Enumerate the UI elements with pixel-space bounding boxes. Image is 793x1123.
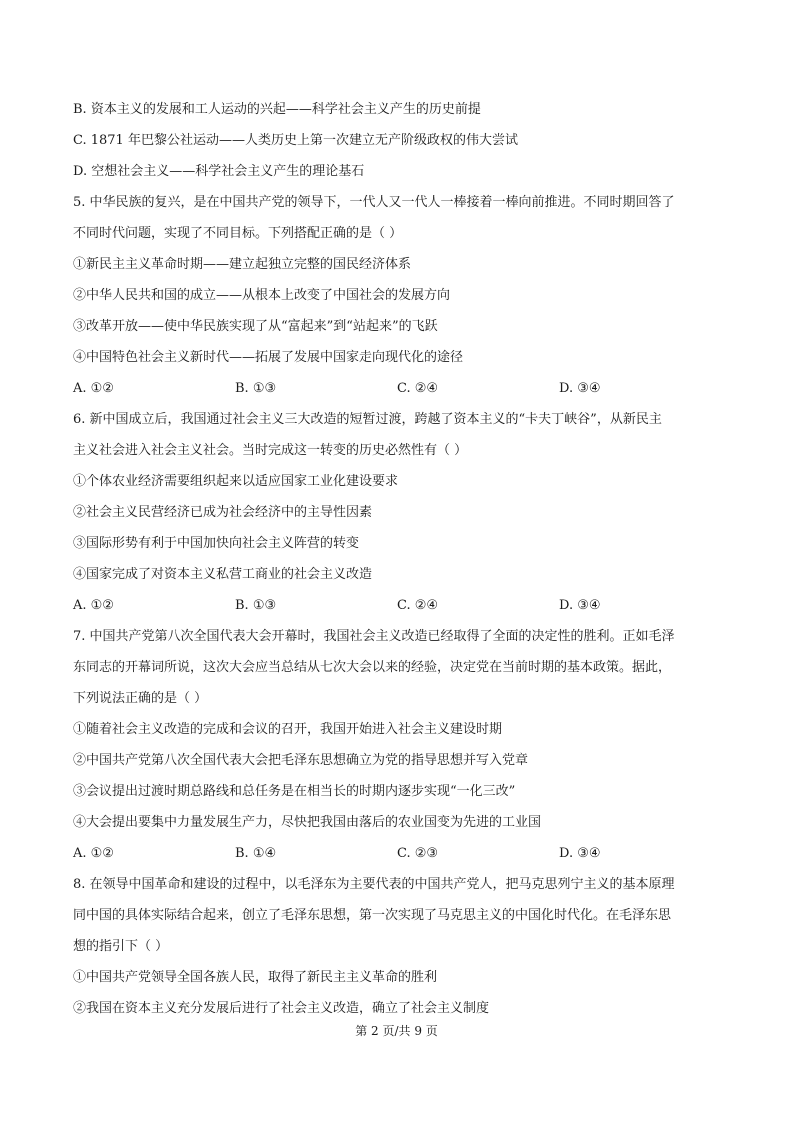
q5-option-d: D. ③④ — [559, 381, 601, 396]
q6-stem-line-1: 6. 新中国成立后，我国通过社会主义三大改造的短暂过渡，跨越了资本主义的“卡夫丁峡谷”，从新民主 — [73, 412, 662, 427]
q6-option-b: B. ①③ — [235, 598, 277, 613]
q7-stem-line-3: 下列说法正确的是（ ） — [73, 691, 208, 706]
q7-option-d: D. ③④ — [559, 846, 601, 861]
q5-item-2: ②中华人民共和国的成立——从根本上改变了中国社会的发展方向 — [73, 288, 451, 303]
q8-stem-line-3: 想的指引下（ ） — [73, 939, 169, 954]
q6-item-1: ①个体农业经济需要组织起来以适应国家工业化建设要求 — [73, 474, 399, 489]
q6-option-c: C. ②④ — [397, 598, 439, 613]
q5-options — [73, 373, 723, 404]
q6-item-3: ③国际形势有利于中国加快向社会主义阵营的转变 — [73, 536, 360, 551]
q5-option-a: A. ①② — [73, 381, 114, 396]
q7-item-1: ①随着社会主义改造的完成和会议的召开，我国开始进入社会主义建设时期 — [73, 722, 503, 737]
q5-stem-line-2: 不同时代问题，实现了不同目标。下列搭配正确的是（ ） — [73, 226, 403, 241]
q7-option-b: B. ①④ — [235, 846, 277, 861]
q7-item-3: ③会议提出过渡时期总路线和总任务是在相当长的时期内逐步实现“一化三改” — [73, 784, 516, 799]
q5-item-1: ①新民主主义革命时期——建立起独立完整的国民经济体系 — [73, 257, 412, 272]
q5-stem-line-1: 5. 中华民族的复兴，是在中国共产党的领导下，一代人又一代人一棒接着一棒向前推进。不同时期回答了 — [73, 195, 675, 210]
q8-stem-line-1: 8. 在领导中国革命和建设的过程中，以毛泽东为主要代表的中国共产党人，把马克思列宁主义的基本原理 — [73, 877, 675, 892]
q5-item-4: ④中国特色社会主义新时代——拓展了发展中国家走向现代化的途径 — [73, 350, 464, 365]
q6-item-2: ②社会主义民营经济已成为社会经济中的主导性因素 — [73, 505, 373, 520]
page-footer: 第 2 页/共 9 页 — [355, 1024, 438, 1038]
q5-option-c: C. ②④ — [397, 381, 439, 396]
q8-item-2: ②我国在资本主义充分发展后进行了社会主义改造，确立了社会主义制度 — [73, 1001, 490, 1016]
q6-option-a: A. ①② — [73, 598, 114, 613]
q6-option-d: D. ③④ — [559, 598, 601, 613]
q7-stem-line-1: 7. 中国共产党第八次全国代表大会开幕时，我国社会主义改造已经取得了全面的决定性的胜利。正如毛泽 — [73, 629, 675, 644]
q7-option-a: A. ①② — [73, 846, 114, 861]
q7-item-4: ④大会提出要集中力量发展生产力，尽快把我国由落后的农业国变为先进的工业国 — [73, 815, 542, 830]
q8-item-1: ①中国共产党领导全国各族人民，取得了新民主主义革命的胜利 — [73, 970, 438, 985]
q6-options — [73, 590, 723, 621]
q8-stem-line-2: 同中国的具体实际结合起来，创立了毛泽东思想，第一次实现了马克思主义的中国化时代化。在毛泽东思 — [73, 908, 672, 923]
q4-option-b: B. 资本主义的发展和工人运动的兴起——科学社会主义产生的历史前提 — [73, 102, 481, 117]
q7-options — [73, 838, 723, 869]
q4-option-c: C. 1871 年巴黎公社运动——人类历史上第一次建立无产阶级政权的伟大尝试 — [73, 133, 518, 148]
q5-option-b: B. ①③ — [235, 381, 277, 396]
q7-option-c: C. ②③ — [397, 846, 439, 861]
q7-stem-line-2: 东同志的开幕词所说，这次大会应当总结从七次大会以来的经验，决定党在当前时期的基本政策。据此， — [73, 660, 672, 675]
q6-item-4: ④国家完成了对资本主义私营工商业的社会主义改造 — [73, 567, 373, 582]
page-content — [73, 94, 723, 1024]
q4-option-d: D. 空想社会主义——科学社会主义产生的理论基石 — [73, 164, 365, 179]
q6-stem-line-2: 主义社会进入社会主义社会。当时完成这一转变的历史必然性有（ ） — [73, 443, 468, 458]
q5-item-3: ③改革开放——使中华民族实现了从“富起来”到“站起来”的飞跃 — [73, 319, 438, 334]
q7-item-2: ②中国共产党第八次全国代表大会把毛泽东思想确立为党的指导思想并写入党章 — [73, 753, 529, 768]
